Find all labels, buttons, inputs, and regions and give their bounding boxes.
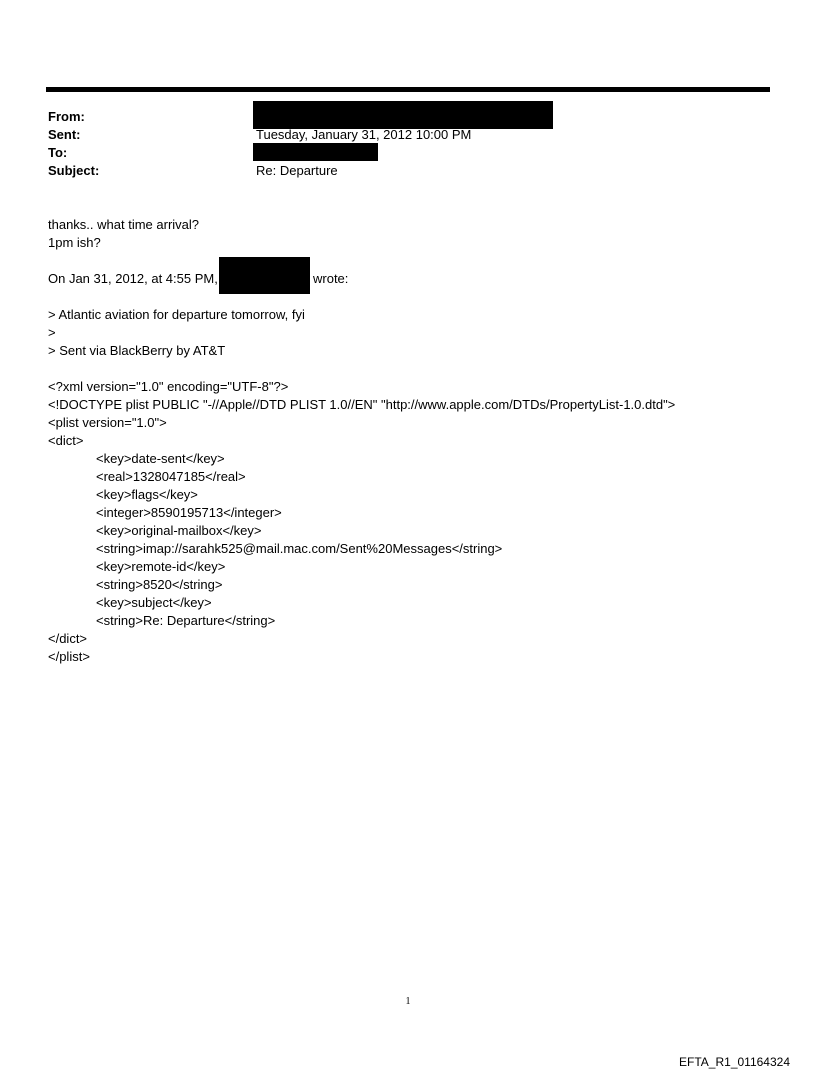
- bates-number: EFTA_R1_01164324: [679, 1055, 790, 1069]
- sender-redaction: [219, 257, 310, 294]
- dict-entry: <key>remote-id</key>: [96, 559, 226, 574]
- xml-doctype: <!DOCTYPE plist PUBLIC "-//Apple//DTD PLIST 1.0//EN" "http://www.apple.com/DTDs/PropertyList-1.0.dtd">: [48, 397, 676, 412]
- quote-intro-after: wrote:: [313, 271, 349, 286]
- dict-entry: <integer>8590195713</integer>: [96, 505, 282, 520]
- xml-declaration: <?xml version="1.0" encoding="UTF-8"?>: [48, 379, 289, 394]
- dict-entry: <key>date-sent</key>: [96, 451, 225, 466]
- plist-close: </plist>: [48, 649, 90, 664]
- dict-close: </dict>: [48, 631, 88, 646]
- quoted-line-2: >: [48, 325, 56, 340]
- header-rule: [46, 87, 770, 92]
- subject-value: Re: Departure: [256, 163, 338, 178]
- dict-entry: <real>1328047185</real>: [96, 469, 246, 484]
- to-label: To:: [48, 145, 68, 160]
- page-number: 1: [405, 996, 411, 1007]
- subject-label: Subject:: [48, 163, 100, 178]
- dict-entry: <string>8520</string>: [96, 577, 223, 592]
- dict-open: <dict>: [48, 433, 84, 448]
- dict-entry: <key>flags</key>: [96, 487, 198, 502]
- to-redaction: [253, 143, 378, 161]
- quote-intro-before: On Jan 31, 2012, at 4:55 PM,: [48, 271, 218, 286]
- dict-entry: <string>imap://sarahk525@mail.mac.com/Sent%20Messages</string>: [96, 541, 503, 556]
- sent-value: Tuesday, January 31, 2012 10:00 PM: [256, 127, 472, 142]
- quoted-line-3: > Sent via BlackBerry by AT&T: [48, 343, 226, 358]
- dict-entry: <string>Re: Departure</string>: [96, 613, 276, 628]
- body-line-1: thanks.. what time arrival?: [48, 217, 200, 232]
- sent-label: Sent:: [48, 127, 81, 142]
- from-redaction: [253, 101, 553, 129]
- body-line-2: 1pm ish?: [48, 235, 101, 250]
- plist-open: <plist version="1.0">: [48, 415, 167, 430]
- from-label: From:: [48, 109, 85, 124]
- dict-entry: <key>original-mailbox</key>: [96, 523, 262, 538]
- dict-entry: <key>subject</key>: [96, 595, 212, 610]
- quoted-line-1: > Atlantic aviation for departure tomorrow, fyi: [48, 307, 305, 322]
